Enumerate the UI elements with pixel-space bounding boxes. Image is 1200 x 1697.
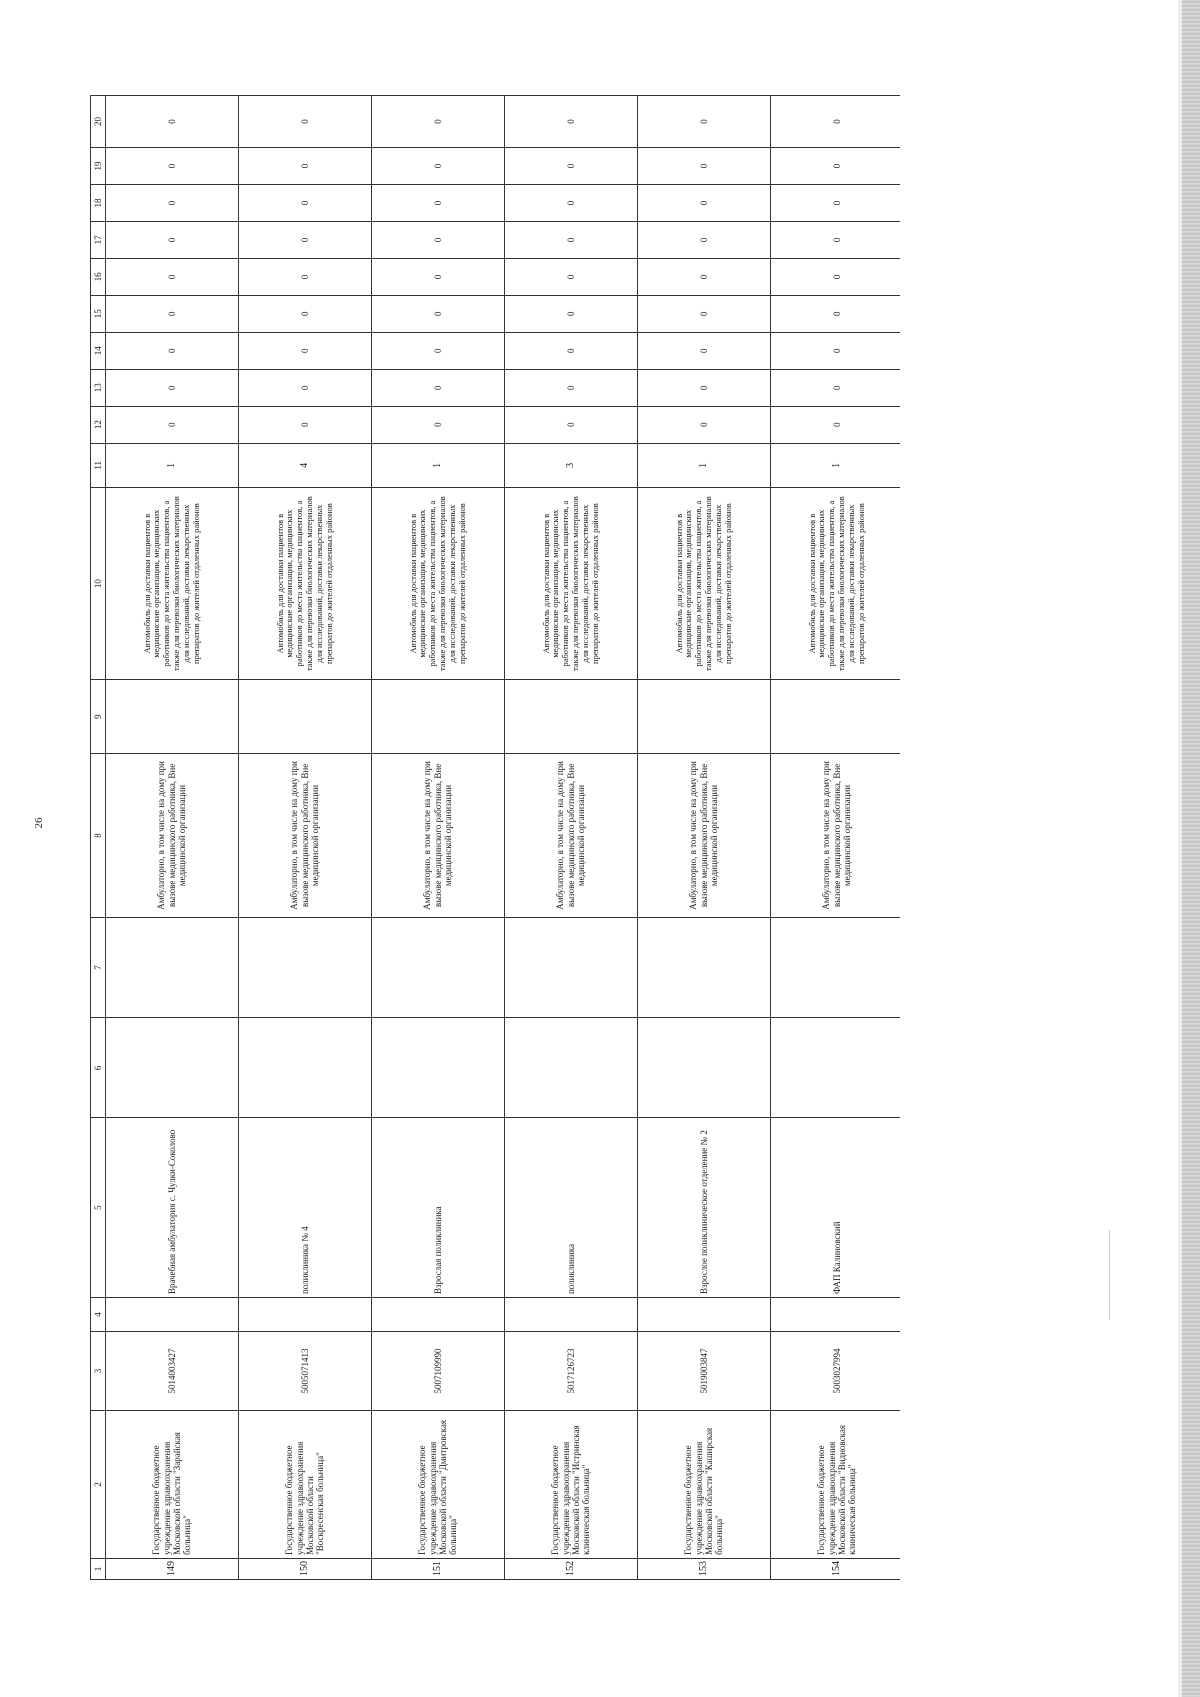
transport-cell: Автомобиль для доставки пациентов в медицинские организации, медицинских работников до места жительства пациентов, а также для перевозки биологических материалов для исследований, доставки лекарственных препаратов до жителей отдаленных районов [638,487,771,679]
value-cell-col-16: 0 [239,258,372,295]
column-4-cell [106,1298,239,1332]
column-number: 4 [91,1298,106,1332]
table-row [239,96,372,1580]
column-9-cell [505,680,638,754]
column-number: 17 [91,221,106,258]
scan-speck [1109,1230,1110,1320]
value-cell-col-17: 0 [106,221,239,258]
organization-cell: Государственное бюджетное учреждение здравоохранения Московской области "Воскресенская больница" [239,1411,372,1559]
value-cell-col-16: 0 [106,258,239,295]
value-cell-col-14: 0 [372,332,505,369]
table-row [106,96,239,1580]
conditions-cell: Амбулаторно, в том числе на дому при вызове медицинского работника, Вне медицинской организации [106,754,239,918]
column-9-cell [771,680,901,754]
conditions-cell: Амбулаторно, в том числе на дому при вызове медицинского работника, Вне медицинской организации [372,754,505,918]
transport-cell: Автомобиль для доставки пациентов в медицинские организации, медицинских работников до места жительства пациентов, а также для перевозки биологических материалов для исследований, доставки лекарственных препаратов до жителей отдаленных районов [239,487,372,679]
value-cell-col-20: 0 [638,96,771,148]
value-cell-col-18: 0 [239,184,372,221]
division-cell: поликлиника № 4 [239,1118,372,1298]
column-number: 12 [91,406,106,443]
column-number: 10 [91,487,106,679]
inn-cell: 5007109990 [372,1331,505,1410]
organization-cell: Государственное бюджетное учреждение здравоохранения Московской области "Зарайская больница" [106,1411,239,1559]
organization-cell: Государственное бюджетное учреждение здравоохранения Московской области "Дмитровская больница" [372,1411,505,1559]
value-cell-col-15: 0 [239,295,372,332]
inn-cell: 5019003847 [638,1331,771,1410]
column-number: 18 [91,184,106,221]
column-7-cell [239,917,372,1017]
column-number: 5 [91,1118,106,1298]
column-6-cell [372,1018,505,1118]
value-cell-col-13: 0 [505,369,638,406]
value-cell-col-12: 0 [372,406,505,443]
column-number: 2 [91,1411,106,1559]
column-number-row [91,96,106,1580]
inn-cell: 5005071413 [239,1331,372,1410]
column-4-cell [372,1298,505,1332]
value-cell-col-19: 0 [505,148,638,185]
row-number-cell: 150 [239,1558,372,1579]
value-cell-col-14: 0 [239,332,372,369]
value-cell-col-16: 0 [638,258,771,295]
value-cell-col-19: 0 [372,148,505,185]
value-cell-col-19: 0 [771,148,901,185]
value-cell-col-17: 0 [239,221,372,258]
conditions-cell: Амбулаторно, в том числе на дому при вызове медицинского работника, Вне медицинской организации [505,754,638,918]
column-7-cell [505,917,638,1017]
column-7-cell [771,917,901,1017]
column-number: 15 [91,295,106,332]
conditions-cell: Амбулаторно, в том числе на дому при вызове медицинского работника, Вне медицинской организации [638,754,771,918]
value-cell-col-18: 0 [372,184,505,221]
value-cell-col-17: 0 [505,221,638,258]
value-cell-col-16: 0 [505,258,638,295]
column-6-cell [239,1018,372,1118]
row-number-cell: 154 [771,1558,901,1579]
value-cell-col-17: 0 [372,221,505,258]
value-cell-col-20: 0 [372,96,505,148]
column-4-cell [239,1298,372,1332]
row-number-cell: 149 [106,1558,239,1579]
value-cell-col-13: 0 [239,369,372,406]
value-cell-col-16: 0 [771,258,901,295]
transport-cell: Автомобиль для доставки пациентов в медицинские организации, медицинских работников до места жительства пациентов, а также для перевозки биологических материалов для исследований, доставки лекарственных препаратов до жителей отдаленных районов [771,487,901,679]
value-cell-col-17: 0 [638,221,771,258]
value-cell-col-18: 0 [771,184,901,221]
column-7-cell [638,917,771,1017]
column-6-cell [106,1018,239,1118]
column-7-cell [106,917,239,1017]
table-row [771,96,901,1580]
value-cell-col-14: 0 [106,332,239,369]
value-cell-col-18: 0 [638,184,771,221]
value-cell-col-13: 0 [106,369,239,406]
value-cell-col-15: 0 [638,295,771,332]
page-number: 26 [33,817,45,829]
division-cell: Врачебная амбулатория с. Чулки-Соколово [106,1118,239,1298]
organization-cell: Государственное бюджетное учреждение здравоохранения Московской области "Видновская клиническая больница" [771,1411,901,1559]
column-9-cell [638,680,771,754]
scan-edge [1182,0,1200,1697]
value-cell-col-19: 0 [106,148,239,185]
value-cell-col-12: 0 [638,406,771,443]
column-number: 20 [91,96,106,148]
value-cell-col-15: 0 [505,295,638,332]
column-4-cell [771,1298,901,1332]
value-cell-col-17: 0 [771,221,901,258]
value-cell-col-12: 0 [106,406,239,443]
vehicle-count-cell: 1 [372,443,505,487]
value-cell-col-13: 0 [771,369,901,406]
value-cell-col-13: 0 [638,369,771,406]
vehicle-count-cell: 3 [505,443,638,487]
value-cell-col-15: 0 [372,295,505,332]
column-number: 9 [91,680,106,754]
transport-cell: Автомобиль для доставки пациентов в медицинские организации, медицинских работников до места жительства пациентов, а также для перевозки биологических материалов для исследований, доставки лекарственных препаратов до жителей отдаленных районов [106,487,239,679]
column-number: 1 [91,1558,106,1579]
table-row [372,96,505,1580]
conditions-cell: Амбулаторно, в том числе на дому при вызове медицинского работника, Вне медицинской организации [771,754,901,918]
value-cell-col-15: 0 [106,295,239,332]
vehicle-count-cell: 1 [638,443,771,487]
column-number: 13 [91,369,106,406]
value-cell-col-14: 0 [505,332,638,369]
value-cell-col-19: 0 [239,148,372,185]
row-number-cell: 153 [638,1558,771,1579]
column-6-cell [505,1018,638,1118]
column-9-cell [239,680,372,754]
division-cell: Взрослая поликлиника [372,1118,505,1298]
document-table-container [90,95,900,1580]
column-number: 16 [91,258,106,295]
value-cell-col-20: 0 [771,96,901,148]
value-cell-col-18: 0 [505,184,638,221]
value-cell-col-14: 0 [638,332,771,369]
organization-cell: Государственное бюджетное учреждение здравоохранения Московской области "Каширская больница" [638,1411,771,1559]
vehicle-count-cell: 4 [239,443,372,487]
table-row [505,96,638,1580]
value-cell-col-20: 0 [239,96,372,148]
value-cell-col-20: 0 [106,96,239,148]
transport-cell: Автомобиль для доставки пациентов в медицинские организации, медицинских работников до места жительства пациентов, а также для перевозки биологических материалов для исследований, доставки лекарственных препаратов до жителей отдаленных районов [372,487,505,679]
registry-table [90,95,900,1580]
column-9-cell [372,680,505,754]
value-cell-col-13: 0 [372,369,505,406]
vehicle-count-cell: 1 [106,443,239,487]
organization-cell: Государственное бюджетное учреждение здравоохранения Московской области "Истринская клиническая больница" [505,1411,638,1559]
value-cell-col-14: 0 [771,332,901,369]
column-number: 19 [91,148,106,185]
column-number: 3 [91,1331,106,1410]
column-4-cell [505,1298,638,1332]
column-6-cell [771,1018,901,1118]
column-number: 11 [91,443,106,487]
division-cell: ФАП Калиновский [771,1118,901,1298]
table-row [638,96,771,1580]
column-9-cell [106,680,239,754]
column-7-cell [372,917,505,1017]
column-number: 8 [91,754,106,918]
value-cell-col-16: 0 [372,258,505,295]
conditions-cell: Амбулаторно, в том числе на дому при вызове медицинского работника, Вне медицинской организации [239,754,372,918]
inn-cell: 5003027994 [771,1331,901,1410]
division-cell: Взрослое поликлиническое отделение № 2 [638,1118,771,1298]
value-cell-col-18: 0 [106,184,239,221]
value-cell-col-15: 0 [771,295,901,332]
value-cell-col-12: 0 [771,406,901,443]
row-number-cell: 151 [372,1558,505,1579]
vehicle-count-cell: 1 [771,443,901,487]
inn-cell: 5014003427 [106,1331,239,1410]
column-number: 14 [91,332,106,369]
inn-cell: 5017126723 [505,1331,638,1410]
row-number-cell: 152 [505,1558,638,1579]
column-6-cell [638,1018,771,1118]
column-4-cell [638,1298,771,1332]
registry-table-body [91,96,901,1580]
value-cell-col-19: 0 [638,148,771,185]
division-cell: поликлиника [505,1118,638,1298]
transport-cell: Автомобиль для доставки пациентов в медицинские организации, медицинских работников до места жительства пациентов, а также для перевозки биологических материалов для исследований, доставки лекарственных препаратов до жителей отдаленных районов [505,487,638,679]
column-number: 6 [91,1018,106,1118]
value-cell-col-12: 0 [239,406,372,443]
column-number: 7 [91,917,106,1017]
value-cell-col-20: 0 [505,96,638,148]
value-cell-col-12: 0 [505,406,638,443]
